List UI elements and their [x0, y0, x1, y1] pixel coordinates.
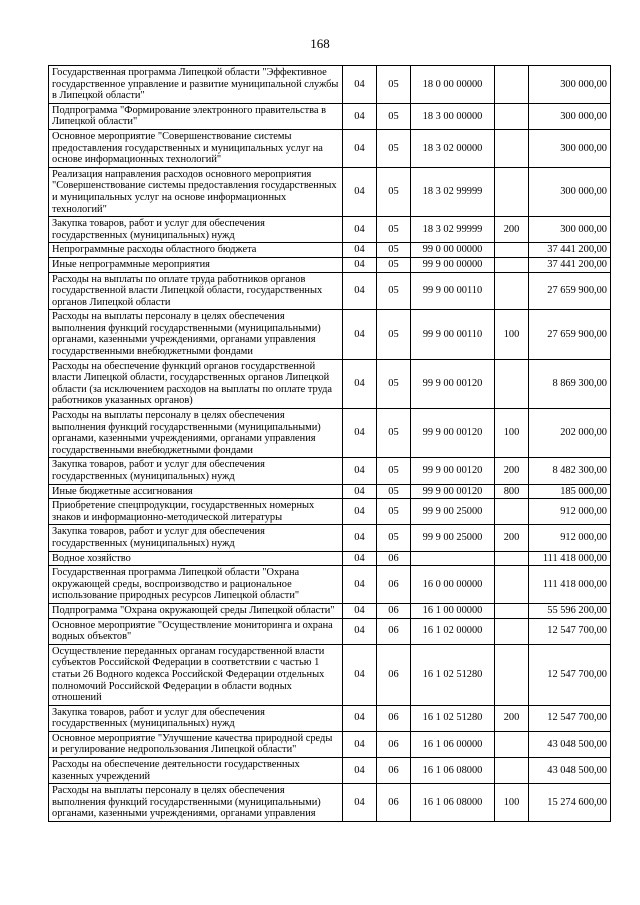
row-section: 04: [343, 272, 377, 310]
row-amount: 12 547 700,00: [529, 644, 611, 705]
row-code: 18 3 02 00000: [411, 129, 495, 167]
row-amount: 12 547 700,00: [529, 618, 611, 644]
row-expense-type: [495, 758, 529, 784]
row-name: Расходы на обеспечение деятельности государственных казенных учреждений: [49, 758, 343, 784]
row-subsection: 06: [377, 566, 411, 604]
table-row: [49, 310, 611, 359]
row-subsection: 06: [377, 551, 411, 566]
row-name: Закупка товаров, работ и услуг для обеспечения государственных (муниципальных) нужд: [49, 705, 343, 731]
row-name: Осуществление переданных органам государственной власти субъектов Российской Федерации в соответствии с частью 1 статьи 26 Водного кодекса Российской Федерации отдельных полномочий Российской Федерации в области водных отношений: [49, 644, 343, 705]
row-code: 18 3 02 99999: [411, 217, 495, 243]
row-code: 99 9 00 25000: [411, 525, 495, 551]
row-expense-type: [495, 603, 529, 618]
row-name: Иные бюджетные ассигнования: [49, 484, 343, 499]
row-expense-type: [495, 551, 529, 566]
row-name: Закупка товаров, работ и услуг для обеспечения государственных (муниципальных) нужд: [49, 217, 343, 243]
row-code: 16 1 06 08000: [411, 758, 495, 784]
row-code: 99 9 00 00120: [411, 359, 495, 408]
row-name: Приобретение спецпродукции, государственных номерных знаков и информационно-методической литературы: [49, 499, 343, 525]
row-code: 16 1 00 00000: [411, 603, 495, 618]
row-name: Расходы на выплаты персоналу в целях обеспечения выполнения функций государственными (муниципальными) органами, казенными учреждениями, органами управления государственными внебюджетными фондами: [49, 409, 343, 458]
row-subsection: 06: [377, 758, 411, 784]
row-code: 99 9 00 00000: [411, 257, 495, 272]
row-name: Подпрограмма "Формирование электронного правительства в Липецкой области": [49, 103, 343, 129]
row-code: 99 9 00 00110: [411, 310, 495, 359]
row-amount: 300 000,00: [529, 103, 611, 129]
row-expense-type: 100: [495, 409, 529, 458]
table-row: [49, 758, 611, 784]
row-section: 04: [343, 644, 377, 705]
row-section: 04: [343, 705, 377, 731]
row-expense-type: [495, 129, 529, 167]
row-expense-type: [495, 257, 529, 272]
row-amount: 300 000,00: [529, 129, 611, 167]
row-code: 99 9 00 00120: [411, 458, 495, 484]
row-code: 16 1 06 08000: [411, 784, 495, 822]
row-section: 04: [343, 525, 377, 551]
row-subsection: 05: [377, 243, 411, 258]
row-expense-type: [495, 243, 529, 258]
row-subsection: 05: [377, 217, 411, 243]
row-code: 16 1 02 00000: [411, 618, 495, 644]
row-expense-type: 200: [495, 525, 529, 551]
row-subsection: 05: [377, 272, 411, 310]
table-row: [49, 618, 611, 644]
row-code: [411, 551, 495, 566]
row-code: 99 0 00 00000: [411, 243, 495, 258]
row-section: 04: [343, 784, 377, 822]
row-amount: 300 000,00: [529, 217, 611, 243]
row-subsection: 06: [377, 644, 411, 705]
row-name: Водное хозяйство: [49, 551, 343, 566]
row-amount: 37 441 200,00: [529, 243, 611, 258]
row-code: 16 1 06 00000: [411, 731, 495, 757]
table-row: [49, 257, 611, 272]
row-amount: 27 659 900,00: [529, 272, 611, 310]
budget-table-body: [49, 66, 611, 822]
row-amount: 8 869 300,00: [529, 359, 611, 408]
row-name: Реализация направления расходов основного мероприятия "Совершенствование системы предоставления государственных и муниципальных услуг на основе информационных технологий": [49, 167, 343, 216]
table-row: [49, 458, 611, 484]
row-subsection: 05: [377, 484, 411, 499]
row-section: 04: [343, 243, 377, 258]
row-section: 04: [343, 167, 377, 216]
row-expense-type: [495, 103, 529, 129]
row-name: Непрограммные расходы областного бюджета: [49, 243, 343, 258]
table-row: [49, 359, 611, 408]
row-section: 04: [343, 103, 377, 129]
row-subsection: 05: [377, 129, 411, 167]
table-row: [49, 784, 611, 822]
row-amount: 15 274 600,00: [529, 784, 611, 822]
row-code: 99 9 00 00120: [411, 409, 495, 458]
row-code: 16 1 02 51280: [411, 644, 495, 705]
table-row: [49, 603, 611, 618]
row-amount: 12 547 700,00: [529, 705, 611, 731]
row-name: Закупка товаров, работ и услуг для обеспечения государственных (муниципальных) нужд: [49, 525, 343, 551]
row-subsection: 05: [377, 409, 411, 458]
row-section: 04: [343, 566, 377, 604]
table-row: [49, 499, 611, 525]
row-name: Государственная программа Липецкой области "Эффективное государственное управление и развитие муниципальной службы в Липецкой области": [49, 66, 343, 104]
row-code: 99 9 00 25000: [411, 499, 495, 525]
row-code: 99 9 00 00110: [411, 272, 495, 310]
row-amount: 111 418 000,00: [529, 566, 611, 604]
row-amount: 300 000,00: [529, 167, 611, 216]
row-expense-type: 200: [495, 217, 529, 243]
row-name: Подпрограмма "Охрана окружающей среды Липецкой области": [49, 603, 343, 618]
row-subsection: 05: [377, 525, 411, 551]
row-section: 04: [343, 603, 377, 618]
row-amount: 43 048 500,00: [529, 731, 611, 757]
row-amount: 27 659 900,00: [529, 310, 611, 359]
row-amount: 111 418 000,00: [529, 551, 611, 566]
table-row: [49, 129, 611, 167]
row-section: 04: [343, 129, 377, 167]
table-row: [49, 484, 611, 499]
row-name: Основное мероприятие "Осуществление мониторинга и охрана водных объектов": [49, 618, 343, 644]
row-expense-type: [495, 618, 529, 644]
row-amount: 185 000,00: [529, 484, 611, 499]
row-amount: 43 048 500,00: [529, 758, 611, 784]
row-name: Основное мероприятие "Улучшение качества природной среды и регулирование недропользования Липецкой области": [49, 731, 343, 757]
row-section: 04: [343, 66, 377, 104]
row-expense-type: 800: [495, 484, 529, 499]
row-expense-type: [495, 499, 529, 525]
table-row: [49, 103, 611, 129]
table-row: [49, 217, 611, 243]
row-code: 16 0 00 00000: [411, 566, 495, 604]
row-section: 04: [343, 731, 377, 757]
row-section: 04: [343, 359, 377, 408]
table-row: [49, 409, 611, 458]
row-section: 04: [343, 484, 377, 499]
row-expense-type: [495, 644, 529, 705]
row-section: 04: [343, 618, 377, 644]
row-code: 18 3 02 99999: [411, 167, 495, 216]
row-amount: 37 441 200,00: [529, 257, 611, 272]
row-section: 04: [343, 758, 377, 784]
row-subsection: 05: [377, 257, 411, 272]
row-section: 04: [343, 310, 377, 359]
row-subsection: 05: [377, 66, 411, 104]
row-subsection: 05: [377, 167, 411, 216]
row-amount: 55 596 200,00: [529, 603, 611, 618]
row-amount: 8 482 300,00: [529, 458, 611, 484]
row-code: 18 3 00 00000: [411, 103, 495, 129]
row-expense-type: 200: [495, 458, 529, 484]
row-name: Расходы на обеспечение функций органов государственной власти Липецкой области, государственных органов Липецкой области (за исключением расходов на выплаты по оплате труда работников указанных органов): [49, 359, 343, 408]
row-subsection: 06: [377, 603, 411, 618]
row-expense-type: 100: [495, 310, 529, 359]
row-expense-type: [495, 167, 529, 216]
row-section: 04: [343, 217, 377, 243]
table-row: [49, 644, 611, 705]
row-amount: 202 000,00: [529, 409, 611, 458]
row-amount: 912 000,00: [529, 525, 611, 551]
table-row: [49, 66, 611, 104]
row-expense-type: [495, 731, 529, 757]
row-code: 18 0 00 00000: [411, 66, 495, 104]
table-row: [49, 566, 611, 604]
budget-table: [48, 65, 611, 822]
row-section: 04: [343, 458, 377, 484]
row-expense-type: [495, 359, 529, 408]
row-name: Государственная программа Липецкой области "Охрана окружающей среды, воспроизводство и рациональное использование природных ресурсов Липецкой области": [49, 566, 343, 604]
table-row: [49, 705, 611, 731]
table-row: [49, 551, 611, 566]
row-name: Расходы на выплаты персоналу в целях обеспечения выполнения функций государственными (муниципальными) органами, казенными учреждениями, органами управления: [49, 784, 343, 822]
row-amount: 300 000,00: [529, 66, 611, 104]
table-row: [49, 272, 611, 310]
row-subsection: 05: [377, 310, 411, 359]
page-number: 168: [310, 36, 330, 51]
table-row: [49, 731, 611, 757]
row-subsection: 05: [377, 103, 411, 129]
row-name: Расходы на выплаты по оплате труда работников органов государственной власти Липецкой области, государственных органов Липецкой области: [49, 272, 343, 310]
row-expense-type: [495, 566, 529, 604]
row-section: 04: [343, 551, 377, 566]
row-expense-type: [495, 272, 529, 310]
row-name: Основное мероприятие "Совершенствование системы предоставления государственных и муниципальных услуг на основе информационных технологий": [49, 129, 343, 167]
row-subsection: 06: [377, 705, 411, 731]
row-code: 99 9 00 00120: [411, 484, 495, 499]
row-subsection: 06: [377, 618, 411, 644]
row-code: 16 1 02 51280: [411, 705, 495, 731]
row-expense-type: 100: [495, 784, 529, 822]
row-section: 04: [343, 499, 377, 525]
row-subsection: 05: [377, 499, 411, 525]
row-section: 04: [343, 409, 377, 458]
row-subsection: 05: [377, 458, 411, 484]
row-name: Закупка товаров, работ и услуг для обеспечения государственных (муниципальных) нужд: [49, 458, 343, 484]
row-name: Иные непрограммные мероприятия: [49, 257, 343, 272]
row-subsection: 06: [377, 731, 411, 757]
table-row: [49, 525, 611, 551]
row-expense-type: 200: [495, 705, 529, 731]
table-row: [49, 167, 611, 216]
row-amount: 912 000,00: [529, 499, 611, 525]
row-subsection: 05: [377, 359, 411, 408]
row-section: 04: [343, 257, 377, 272]
row-name: Расходы на выплаты персоналу в целях обеспечения выполнения функций государственными (муниципальными) органами, казенными учреждениями, органами управления государственными внебюджетными фондами: [49, 310, 343, 359]
row-subsection: 06: [377, 784, 411, 822]
row-expense-type: [495, 66, 529, 104]
table-row: [49, 243, 611, 258]
